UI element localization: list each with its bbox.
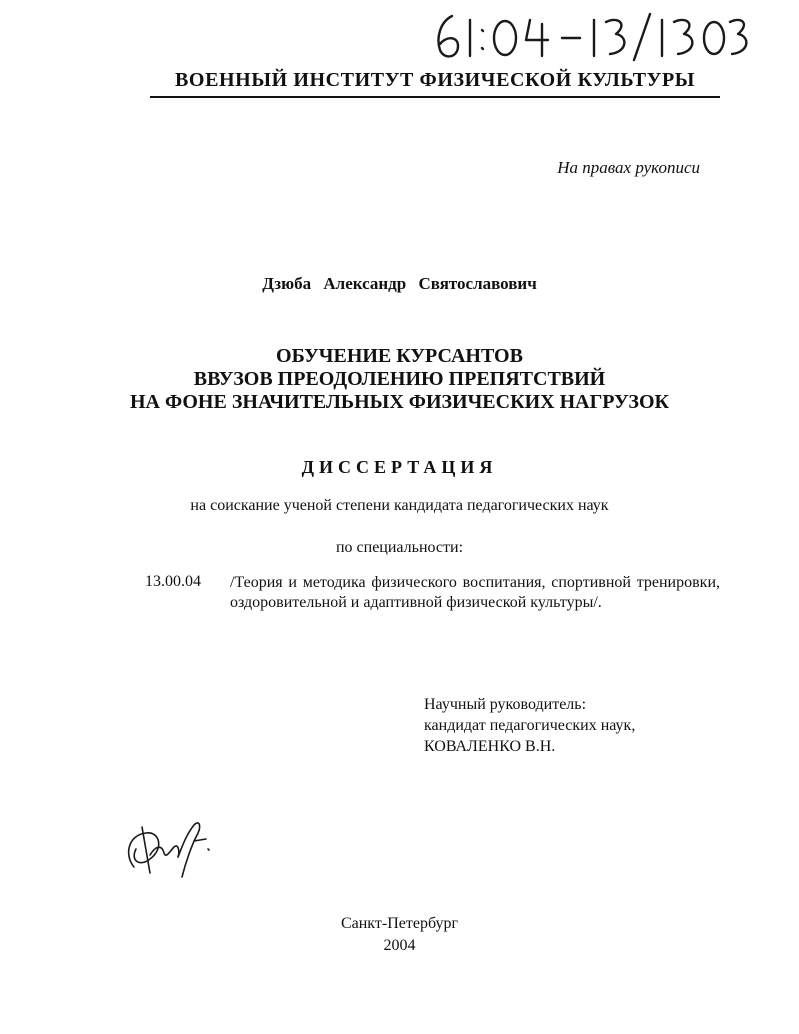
dissertation-title xyxy=(0,345,799,414)
degree-statement: на соискание ученой степени кандидата педагогических наук xyxy=(190,497,609,514)
specialty-description: /Теория и методика физического воспитания, спортивной тренировки, оздоровительной и адаптивной физической культуры/. xyxy=(230,574,720,611)
handwritten-archive-code xyxy=(430,8,750,64)
specialty-label: по специальности: xyxy=(335,539,464,556)
title-line: НА ФОНЕ ЗНАЧИТЕЛЬНЫХ ФИЗИЧЕСКИХ НАГРУЗОК xyxy=(129,391,670,413)
author-name: Дзюба Александр Святославович xyxy=(262,274,537,293)
institute-name: ВОЕННЫЙ ИНСТИТУТ ФИЗИЧЕСКОЙ КУЛЬТУРЫ xyxy=(150,69,720,98)
city: Санкт-Петербург xyxy=(340,915,459,932)
supervisor-degree: кандидат педагогических наук, xyxy=(424,717,636,734)
supervisor-label: Научный руководитель: xyxy=(424,696,587,713)
year: 2004 xyxy=(383,937,416,954)
specialty-code: 13.00.04 xyxy=(145,573,201,590)
document-type: ДИССЕРТАЦИЯ xyxy=(301,457,498,477)
rights-note: На правах рукописи xyxy=(557,158,700,177)
signature-drawing xyxy=(120,815,220,885)
supervisor-name: КОВАЛЕНКО В.Н. xyxy=(424,738,556,755)
title-line: ОБУЧЕНИЕ КУРСАНТОВ xyxy=(276,345,523,367)
title-line: ВВУЗОВ ПРЕОДОЛЕНИЮ ПРЕПЯТСТВИЙ xyxy=(193,368,606,390)
handwritten-archive-code-drawing xyxy=(430,8,750,64)
supervisor-block xyxy=(424,694,635,757)
author-signature xyxy=(120,815,220,885)
place-and-year xyxy=(0,913,799,957)
